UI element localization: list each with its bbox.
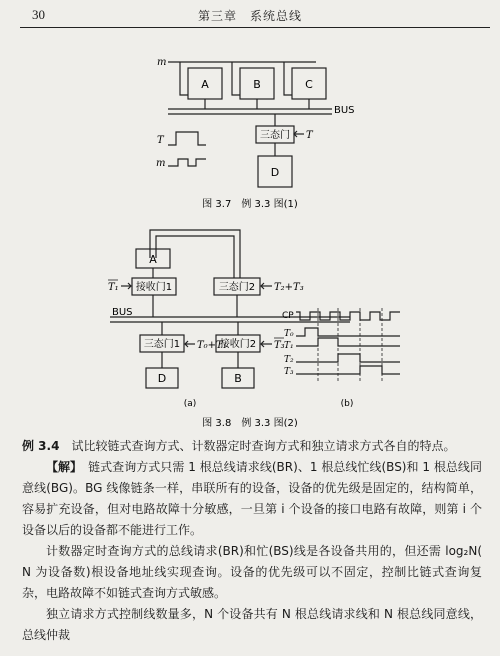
subfigure-b-label: (b) xyxy=(340,399,354,409)
header-rule xyxy=(20,27,490,28)
paragraph-independent-request: 独立请求方式控制线数量多，N 个设备共有 N 根总线请求线和 N 根总线同意线，总线仲裁 xyxy=(22,607,482,642)
device-b-label: B xyxy=(253,78,261,91)
subfigure-a-label: (a) xyxy=(183,399,197,409)
page-header xyxy=(0,0,500,30)
tristate-gate-label: 三态门 xyxy=(260,130,290,141)
device-c-label: C xyxy=(305,78,313,91)
page-number: 30 xyxy=(32,7,45,22)
figure-3-7-caption: 图 3.7 例 3.3 图(1) xyxy=(202,199,298,210)
chapter-title: 第三章 系统总线 xyxy=(197,9,302,23)
t1-bar-label: T₁ xyxy=(108,282,119,293)
figure-3-8 xyxy=(0,222,500,427)
tristate-gate-2-label: 三态门2 xyxy=(218,282,256,293)
fig38-bus-label: BUS xyxy=(112,307,133,318)
answer-paragraph-1 xyxy=(22,457,482,541)
answer-label: 【解】 xyxy=(46,460,77,474)
paragraph-daisy-chain: 链式查询方式只需 1 根总线请求线(BR)、1 根总线忙线(BS)和 1 根总线同意线(BG)。BG 线像链条一样，串联所有的设备，设备的优先级是固定的，结构简单，容易扩充设备，但对电路故障十分敏感，一旦第 i 个设备的接口电路有故障，则第 i 个设备以后的设备都不能进行工作。 xyxy=(22,460,482,537)
t3-bar-label: T₃ xyxy=(274,340,285,351)
timing-cp-label: CP xyxy=(282,311,294,321)
body-text xyxy=(22,436,482,646)
figure-3-7 xyxy=(0,35,500,240)
fig38-device-a-label: A xyxy=(149,253,157,266)
fig38-device-b-label: B xyxy=(234,372,242,385)
t-wave-label: T xyxy=(157,135,164,146)
paragraph-counter-polling: 计数器定时查询方式的总线请求(BR)和忙(BS)线是各设备共用的，但还需 log₂N( N 为设备数)根设备地址线实现查询。设备的优先级可以不固定，控制比链式查询复杂，电路故障不如链式查询方式敏感。 xyxy=(22,544,482,600)
timing-t1-label: T₁ xyxy=(284,341,294,351)
receive-gate-2-label: 接收门2 xyxy=(219,339,257,350)
bus-label: BUS xyxy=(334,105,355,116)
m-line-label: m xyxy=(157,57,167,68)
timing-t0-label: T₀ xyxy=(284,329,294,339)
timing-t2-label: T₂ xyxy=(284,355,294,365)
tristate-gate-1-label: 三态门1 xyxy=(143,339,181,350)
example-3-4 xyxy=(22,436,482,457)
device-d-label: D xyxy=(270,166,280,179)
figure-3-8-caption: 图 3.8 例 3.3 图(2) xyxy=(202,418,298,427)
fig38-device-d-label: D xyxy=(157,372,167,385)
device-a-label: A xyxy=(201,78,209,91)
example-question: 试比较链式查询方式、计数器定时查询方式和独立请求方式各自的特点。 xyxy=(71,439,456,453)
t0-t1-label: T₀+T₁ xyxy=(197,340,227,351)
t2-t3-label: T₂+T₃ xyxy=(274,282,304,293)
timing-t3-label: T₃ xyxy=(284,367,294,377)
receive-gate-1-label: 接收门1 xyxy=(135,282,173,293)
t-input-label: T xyxy=(306,130,313,141)
m-wave-label: m xyxy=(156,158,166,169)
example-label: 例 3.4 xyxy=(22,439,60,453)
